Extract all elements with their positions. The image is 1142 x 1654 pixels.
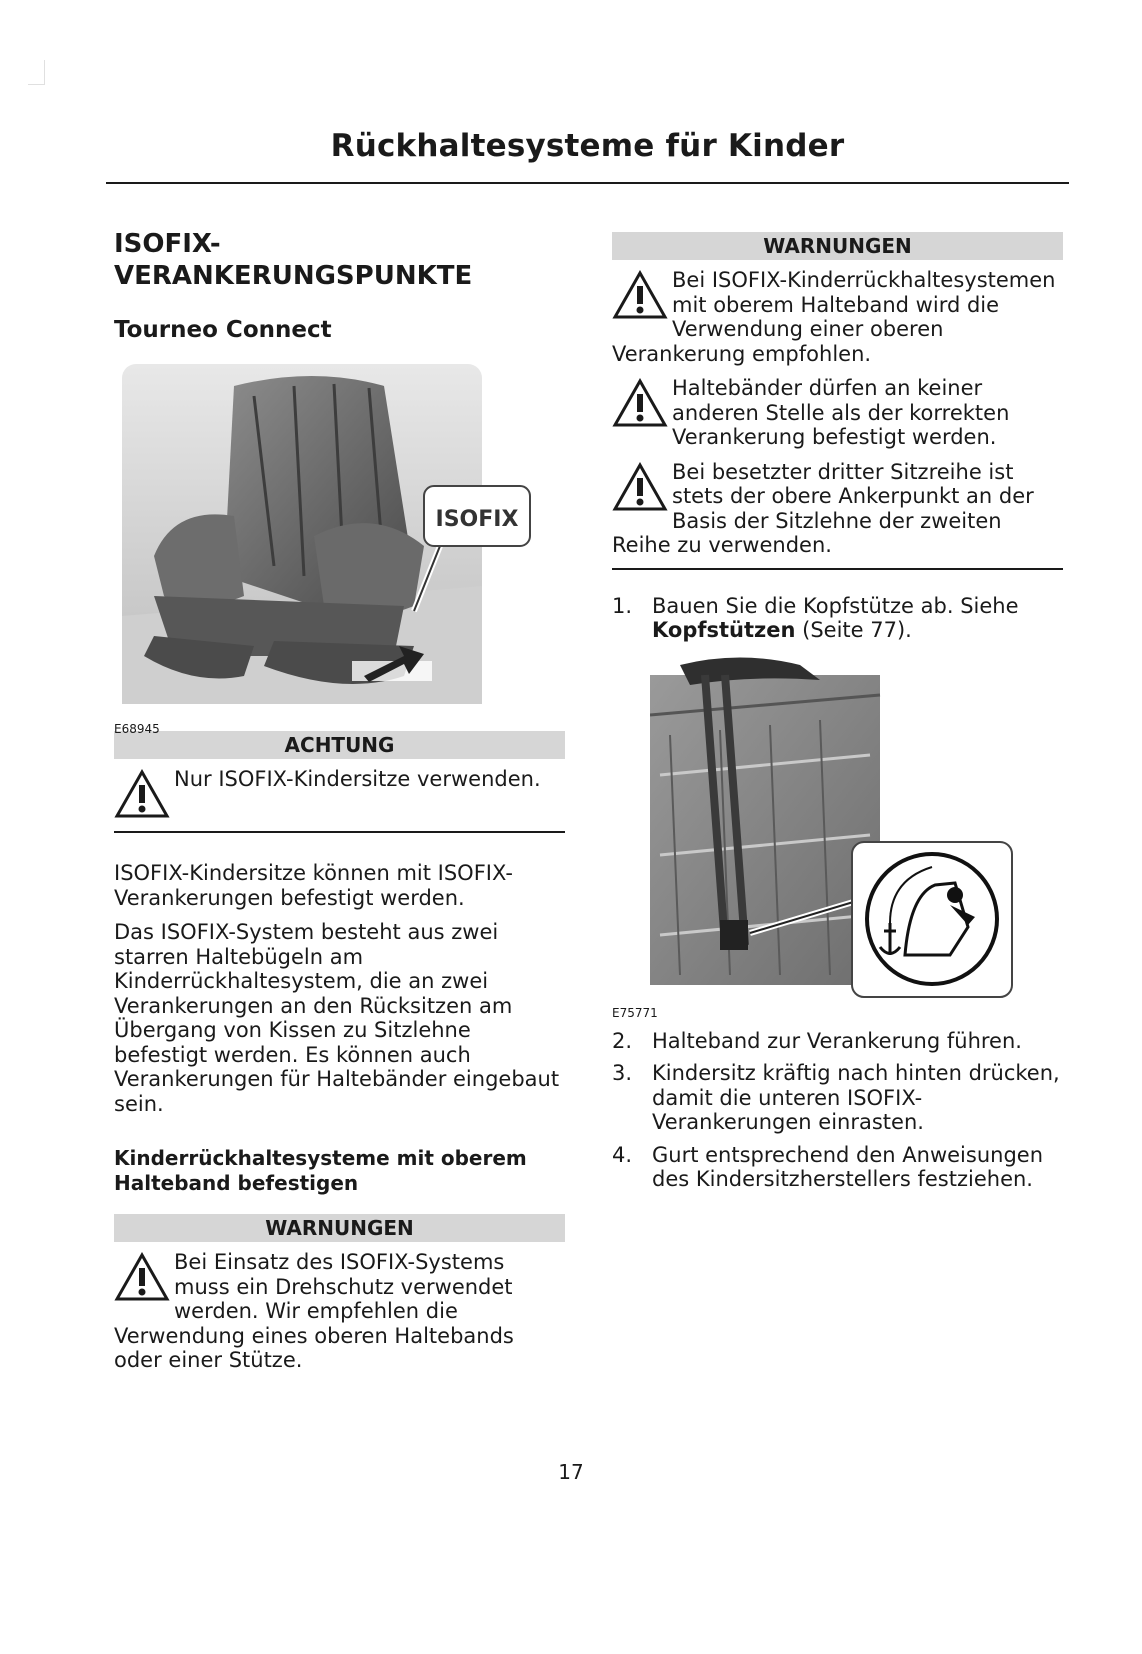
warnings-bar: WARNUNGEN [114, 1214, 565, 1242]
section-heading: ISOFIX-VERANKERUNGSPUNKTE [114, 229, 473, 291]
child-seat-illustration [114, 356, 565, 716]
paragraph: Das ISOFIX-System besteht aus zwei starren Haltebügeln am Kinderrückhaltesystem, die an zwei Verankerungen an den Rücksitzen am Übergang von Kissen zu Sitzlehne befestigt werden. Es können auch Verankerungen für Haltebänder eingebaut sein. [114, 920, 560, 1116]
warning-icon [612, 270, 668, 320]
warning-text: Bei ISOFIX-Kinderrückhaltesystemen mit oberem Halteband wird die Verwendung einer oberen Verankerung empfohlen. [612, 268, 1056, 366]
steps-list [612, 1029, 1063, 1192]
tether-figure [612, 655, 1063, 1020]
step-item [612, 1029, 1063, 1054]
model-subheading: Tourneo Connect [114, 317, 332, 343]
step-number: 3. [612, 1061, 633, 1085]
warning-icon [612, 462, 668, 512]
warning-item [612, 460, 1063, 558]
step-number: 1. [612, 593, 633, 618]
caution-item [114, 767, 565, 819]
figure-code: E68945 [114, 722, 160, 736]
crop-mark [28, 60, 45, 85]
left-column [114, 228, 565, 1383]
page-number: 17 [558, 1460, 584, 1484]
isofix-seat-figure [114, 356, 565, 736]
isofix-label: ISOFIX [435, 507, 519, 532]
tether-illustration [650, 655, 1020, 1000]
warning-item [612, 268, 1063, 366]
step-text: Kindersitz kräftig nach hinten drücken, damit die unteren ISOFIX-Verankerungen einrasten. [652, 1061, 1060, 1134]
right-column [612, 232, 1063, 1200]
cross-reference-link[interactable]: Kopfstützen [652, 618, 796, 642]
step-number: 4. [612, 1142, 633, 1167]
page-title: Rückhaltesysteme für Kinder [330, 128, 845, 164]
step-number: 2. [612, 1028, 633, 1053]
warning-text: Bei Einsatz des ISOFIX-Systems muss ein Drehschutz verwendet werden. Wir empfehlen die Verwendung eines oberen Haltebands oder einer Stütze. [114, 1250, 514, 1372]
step-text: Halteband zur Verankerung führen. [652, 1028, 1022, 1053]
step-text: Bauen Sie die Kopfstütze ab. Siehe [652, 593, 1019, 618]
warning-icon [114, 1252, 170, 1302]
figure-code: E75771 [612, 1005, 658, 1020]
tether-subheading: Kinderrückhaltesysteme mit oberem Halteband befestigen [114, 1146, 527, 1195]
title-divider [106, 182, 1069, 184]
steps-list [612, 594, 1063, 643]
warning-item [612, 376, 1063, 450]
step-item [612, 594, 1063, 643]
paragraph: ISOFIX-Kindersitze können mit ISOFIX-Verankerungen befestigt werden. [114, 861, 513, 910]
caution-bar: ACHTUNG [114, 731, 565, 759]
step-text: Gurt entsprechend den Anweisungen des Kindersitzherstellers festziehen. [652, 1142, 1044, 1191]
caution-text: Nur ISOFIX-Kindersitze verwenden. [174, 767, 541, 791]
step-item [612, 1143, 1063, 1192]
caution-end-rule [114, 831, 565, 833]
warning-item [114, 1250, 565, 1373]
step-item [612, 1061, 1063, 1135]
warnings-bar: WARNUNGEN [612, 232, 1063, 260]
warning-text: Bei besetzter dritter Sitzreihe ist stets der obere Ankerpunkt an der Basis der Sitzlehne der zweiten Reihe zu verwenden. [612, 459, 1034, 557]
page-reference: (Seite 77). [795, 618, 912, 642]
warning-icon [114, 769, 170, 819]
warning-text: Haltebänder dürfen an keiner anderen Stelle als der korrekten Verankerung befestigt werden. [672, 376, 1010, 449]
warnings-end-rule [612, 568, 1063, 570]
warning-icon [612, 378, 668, 428]
